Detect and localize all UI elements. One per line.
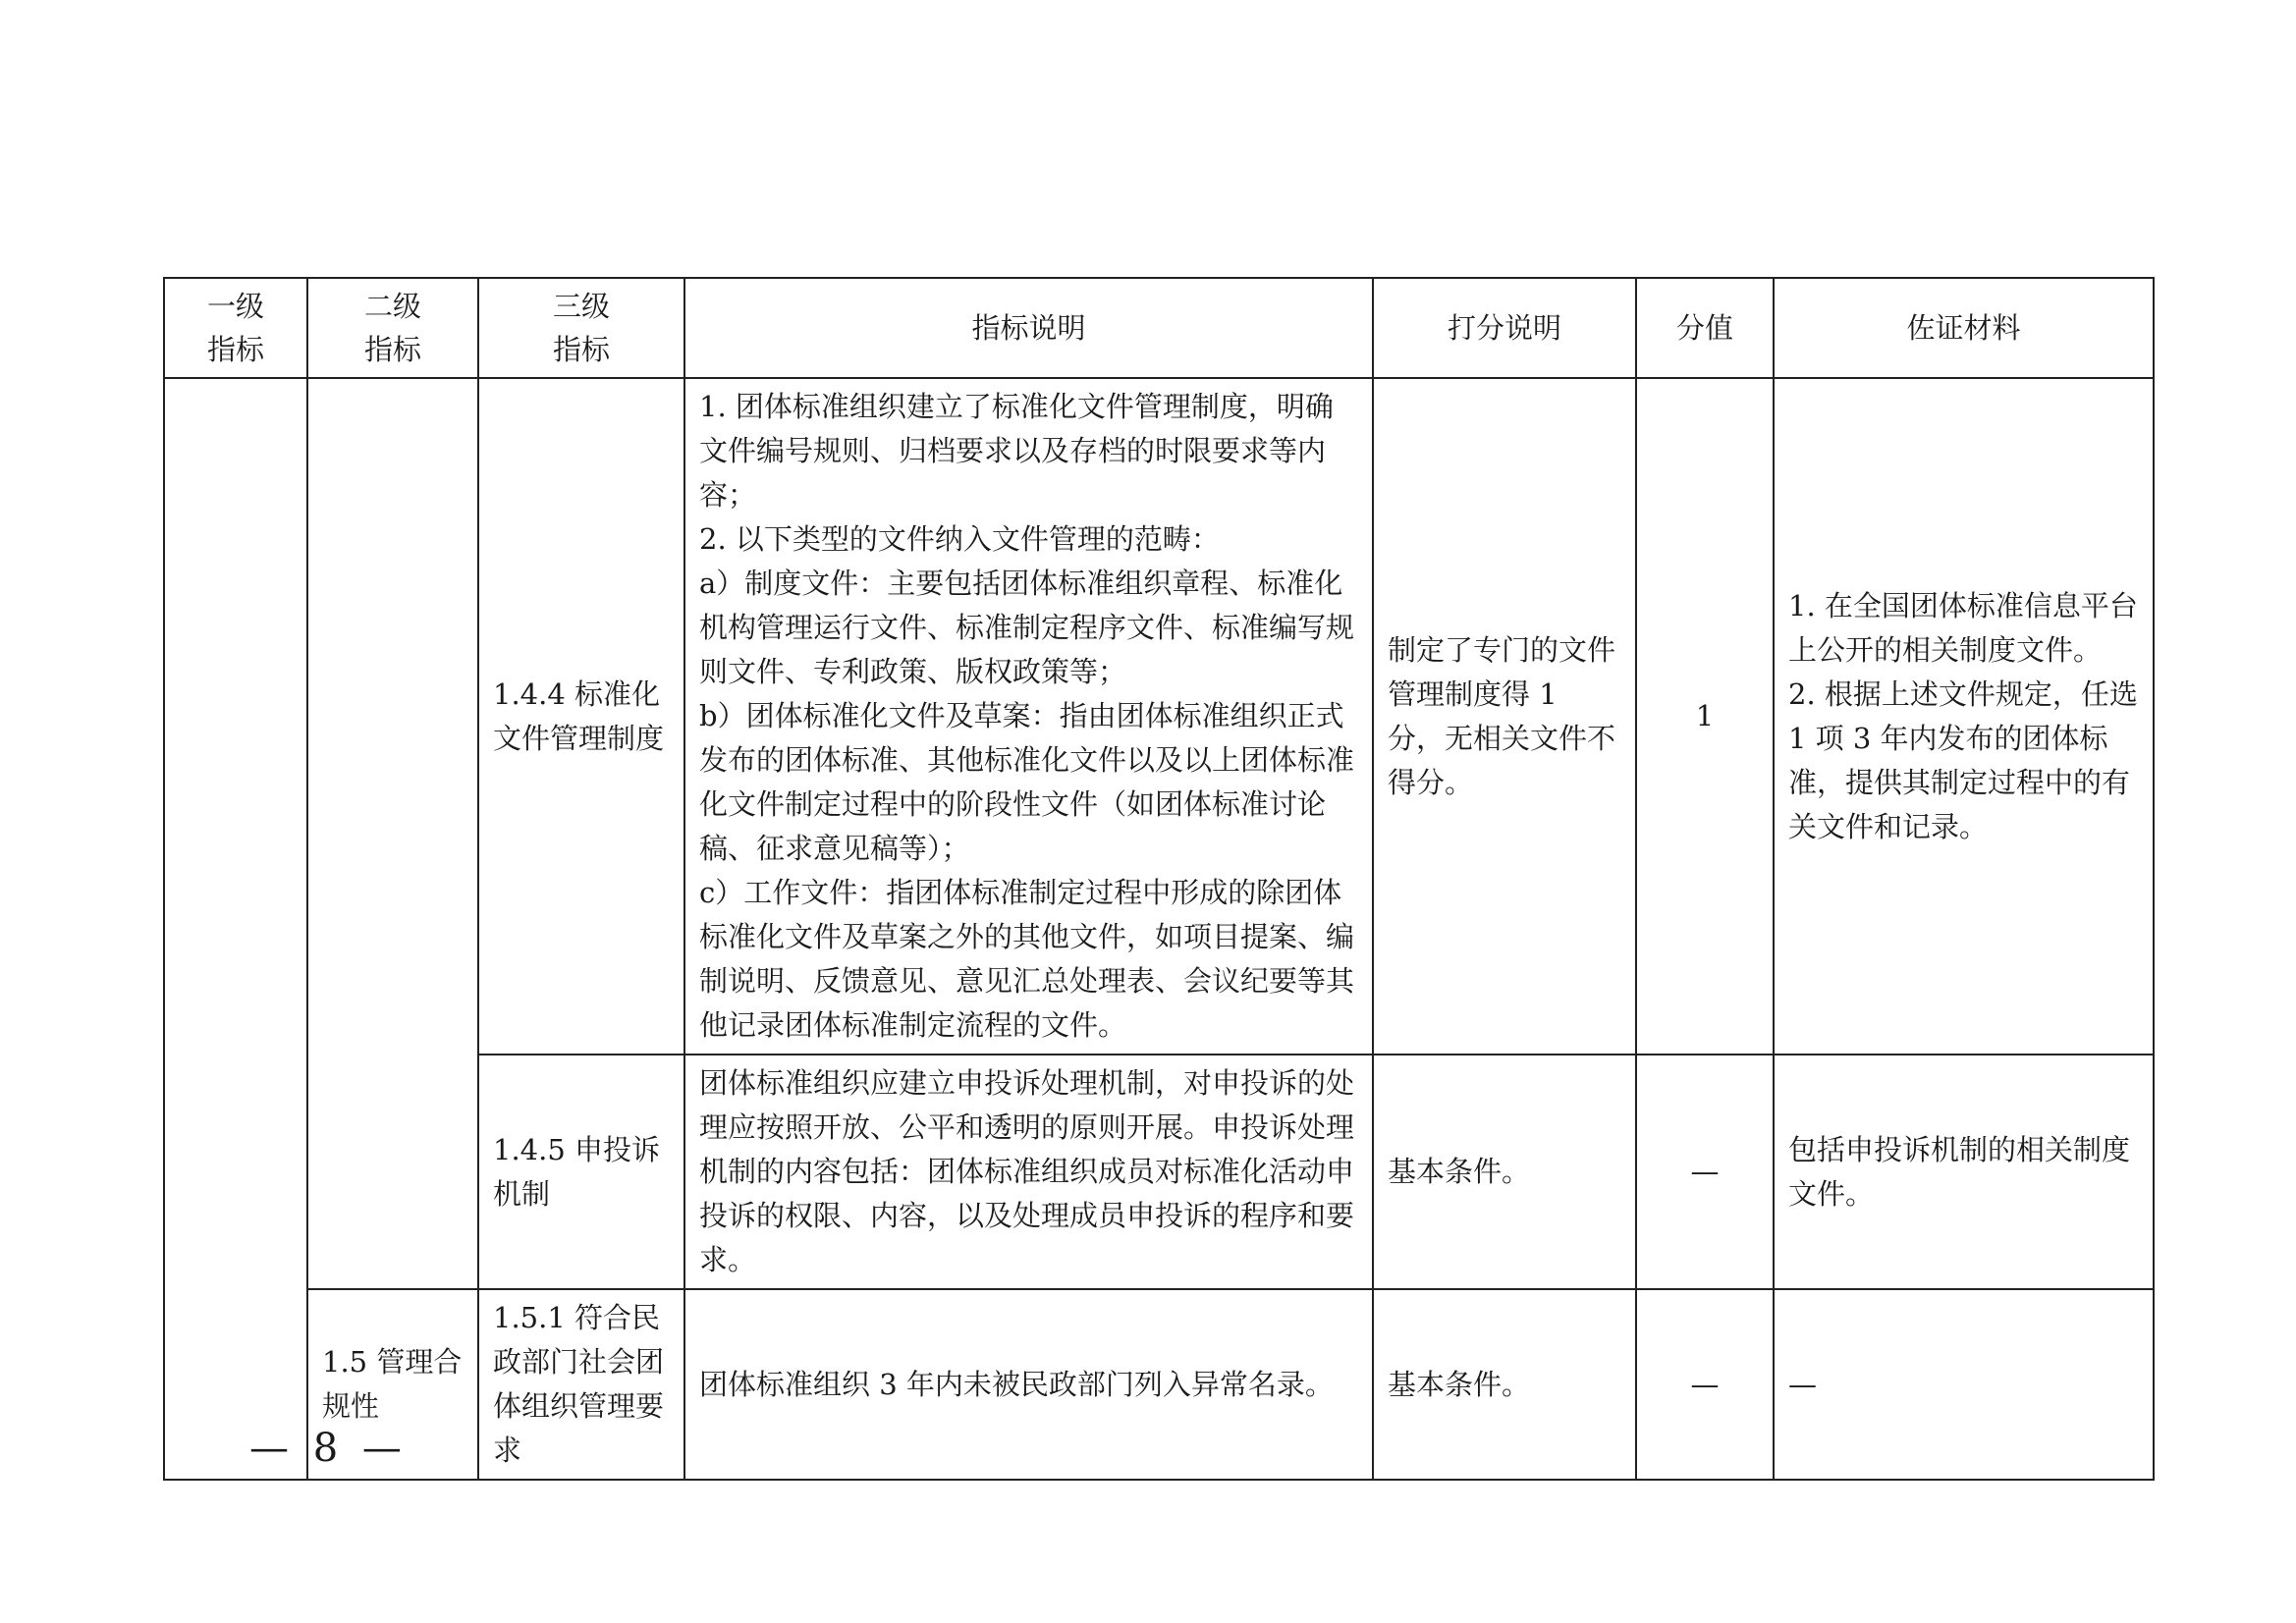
cell-score: 1	[1636, 378, 1774, 1055]
description-line: 2. 以下类型的文件纳入文件管理的范畴：	[699, 522, 1220, 556]
header-level2-line2: 指标	[363, 333, 421, 366]
description-line: 团体标准组织 3 年内未被民政部门列入异常名录。	[699, 1367, 1334, 1401]
cell-level2: 1.5 管理合规性	[307, 1289, 478, 1480]
cell-level2-empty	[307, 378, 478, 1289]
cell-level3: 1.4.5 申投诉机制	[478, 1055, 684, 1289]
header-level2-line1: 二级	[363, 290, 421, 323]
page-number: — 8 —	[249, 1426, 408, 1471]
header-level3	[478, 278, 684, 378]
evidence-line: —	[1788, 1367, 1817, 1401]
cell-level3: 1.5.1 符合民政部门社会团体组织管理要求	[478, 1289, 684, 1480]
cell-description	[684, 1289, 1373, 1480]
cell-scoring: 基本条件。	[1373, 1289, 1636, 1480]
header-level1-line2: 指标	[206, 333, 264, 366]
table-header-row	[164, 278, 2154, 378]
description-line: 1. 团体标准组织建立了标准化文件管理制度，明确文件编号规则、归档要求以及存档的时限要求等内容；	[699, 390, 1334, 512]
evidence-line: 包括申投诉机制的相关制度文件。	[1788, 1132, 2131, 1211]
evidence-line: 2. 根据上述文件规定，任选 1 项 3 年内发布的团体标准，提供其制定过程中的有关文件和记录。	[1788, 676, 2138, 843]
cell-description	[684, 378, 1373, 1055]
header-scoring: 打分说明	[1373, 278, 1636, 378]
indicator-table	[163, 277, 2155, 1481]
header-level3-line1: 三级	[552, 290, 610, 323]
cell-level1-empty	[164, 378, 307, 1480]
header-level3-line2: 指标	[552, 333, 610, 366]
cell-evidence	[1774, 1289, 2154, 1480]
description-line: c）工作文件：指团体标准制定过程中形成的除团体标准化文件及草案之外的其他文件，如项目提案、编制说明、反馈意见、意见汇总处理表、会议纪要等其他记录团体标准制定流程的文件。	[699, 876, 1355, 1042]
description-line: b）团体标准化文件及草案：指由团体标准组织正式发布的团体标准、其他标准化文件以及以上团体标准化文件制定过程中的阶段性文件（如团体标准讨论稿、征求意见稿等）；	[699, 699, 1355, 865]
cell-scoring: 基本条件。	[1373, 1055, 1636, 1289]
header-score: 分值	[1636, 278, 1774, 378]
cell-description	[684, 1055, 1373, 1289]
evidence-line: 1. 在全国团体标准信息平台上公开的相关制度文件。	[1788, 588, 2138, 667]
table-row	[164, 1289, 2154, 1480]
cell-score: —	[1636, 1055, 1774, 1289]
cell-score: —	[1636, 1289, 1774, 1480]
header-level1-line1: 一级	[206, 290, 264, 323]
table-row	[164, 378, 2154, 1055]
cell-scoring: 制定了专门的文件管理制度得 1 分，无相关文件不得分。	[1373, 378, 1636, 1055]
header-description: 指标说明	[684, 278, 1373, 378]
cell-level3: 1.4.4 标准化文件管理制度	[478, 378, 684, 1055]
header-level2	[307, 278, 478, 378]
description-line: 团体标准组织应建立申投诉处理机制，对申投诉的处理应按照开放、公平和透明的原则开展。申投诉处理机制的内容包括：团体标准组织成员对标准化活动申投诉的权限、内容，以及处理成员申投诉的程序和要求。	[699, 1066, 1355, 1276]
header-evidence: 佐证材料	[1774, 278, 2154, 378]
cell-evidence	[1774, 378, 2154, 1055]
cell-evidence	[1774, 1055, 2154, 1289]
description-line: a）制度文件：主要包括团体标准组织章程、标准化机构管理运行文件、标准制定程序文件、标准编写规则文件、专利政策、版权政策等；	[699, 567, 1355, 688]
header-level1	[164, 278, 307, 378]
